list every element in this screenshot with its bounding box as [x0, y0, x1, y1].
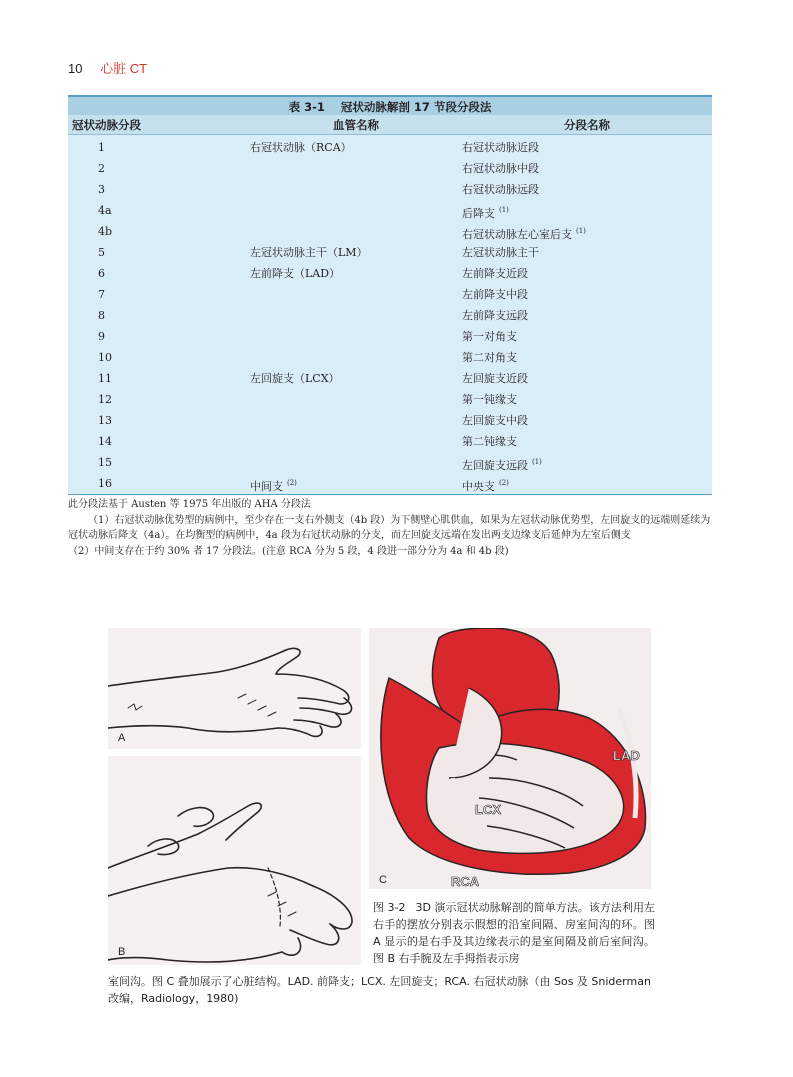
segment-name-cell — [462, 473, 712, 494]
vessel-name-cell — [250, 389, 462, 410]
segment-name-cell — [462, 368, 712, 389]
vessel-name-cell — [250, 179, 462, 200]
vessel-name-cell — [250, 431, 462, 452]
segment-number-cell-text: 9 — [98, 330, 105, 343]
panel-label-c: C — [379, 874, 387, 886]
segment-number-cell-text: 10 — [98, 351, 112, 364]
segment-name-cell-text: 第二对角支 — [462, 351, 517, 364]
segment-number-cell-text: 3 — [98, 183, 105, 196]
vessel-name-cell — [250, 452, 462, 473]
vessel-name-cell-text: 左前降支（LAD） — [250, 267, 341, 280]
right-hand-illustration — [108, 628, 361, 749]
segment-name-cell — [462, 263, 712, 284]
segment-number-cell-text: 13 — [98, 414, 112, 427]
segment-number-cell-text: 14 — [98, 435, 112, 448]
vessel-name-cell-text: 左冠状动脉主干（LM） — [250, 246, 368, 259]
segment-number-cell — [68, 179, 250, 200]
segment-name-cell-text: 右冠状动脉中段 — [462, 162, 539, 175]
segment-name-cell — [462, 221, 712, 242]
vessel-name-cell — [250, 305, 462, 326]
vessel-name-cell-text: 右冠状动脉（RCA） — [250, 141, 352, 154]
table-row — [68, 263, 712, 284]
vessel-name-cell — [250, 221, 462, 242]
table-caption — [68, 95, 712, 115]
segment-name-cell-text: 第一对角支 — [462, 330, 517, 343]
segment-name-cell-text: 中央支 — [462, 480, 495, 493]
segment-name-cell — [462, 137, 712, 158]
segment-name-cell — [462, 452, 712, 473]
table-note: （2）中间支存在于约 30% 者 17 分段法。(注意 RCA 分为 5 段，4 段进一部分分为 4a 和 4b 段) — [68, 546, 509, 557]
table-row — [68, 326, 712, 347]
coronary-segment-table — [68, 95, 712, 495]
table-notes — [68, 497, 716, 560]
heart-overlay-illustration — [369, 628, 651, 889]
table-row — [68, 389, 712, 410]
segment-number-cell-text: 11 — [98, 372, 112, 385]
segment-number-cell — [68, 200, 250, 221]
footnote-marker: (1) — [499, 206, 509, 214]
segment-number-cell — [68, 473, 250, 494]
table-body — [68, 135, 712, 495]
segment-name-cell-text: 后降支 — [462, 207, 495, 220]
segment-name-cell-text: 左回旋支远段 — [462, 459, 528, 472]
footnote-marker: (2) — [287, 479, 297, 487]
table-number: 表 3-1 — [288, 100, 325, 114]
vessel-name-cell — [250, 347, 462, 368]
segment-number-cell — [68, 389, 250, 410]
figure-caption-continued: 室间沟。图 C 叠加展示了心脏结构。LAD. 前降支；LCX. 左回旋支；RCA. 右冠状动脉（由 Sos 及 Sniderman 改编，Radiology，1980) — [108, 975, 651, 1005]
table-row — [68, 137, 712, 158]
segment-number-cell-text: 12 — [98, 393, 112, 406]
segment-number-cell-text: 6 — [98, 267, 105, 280]
column-header-vessel: 血管名称 — [333, 118, 379, 132]
footnote-marker: (1) — [576, 227, 586, 235]
segment-number-cell-text: 4b — [98, 225, 113, 238]
page-number: 10 — [68, 61, 83, 76]
segment-name-cell — [462, 158, 712, 179]
table-row — [68, 305, 712, 326]
vessel-name-cell — [250, 263, 462, 284]
segment-number-cell-text: 2 — [98, 162, 105, 175]
vessel-name-cell-text: 左回旋支（LCX） — [250, 372, 340, 385]
vessel-name-cell — [250, 410, 462, 431]
table-title: 冠状动脉解剖 17 节段分段法 — [340, 100, 492, 114]
segment-number-cell-text: 16 — [98, 477, 112, 490]
figure-panel-c — [369, 628, 651, 889]
vessel-name-cell — [250, 326, 462, 347]
segment-name-cell-text: 右冠状动脉远段 — [462, 183, 539, 196]
segment-name-cell-text: 左前降支近段 — [462, 267, 528, 280]
table-row — [68, 368, 712, 389]
segment-number-cell — [68, 158, 250, 179]
vessel-name-cell — [250, 137, 462, 158]
table-row — [68, 284, 712, 305]
table-note: 此分段法基于 Austen 等 1975 年出版的 AHA 分段法 — [68, 499, 311, 510]
figure-caption — [373, 899, 655, 967]
table-row — [68, 410, 712, 431]
footnote-marker: (2) — [499, 479, 509, 487]
label-lcx: LCX — [475, 802, 501, 817]
label-rca: RCA — [451, 874, 480, 889]
segment-number-cell — [68, 221, 250, 242]
table-header-row — [68, 115, 712, 135]
segment-name-cell — [462, 284, 712, 305]
segment-name-cell-text: 右冠状动脉近段 — [462, 141, 539, 154]
table-row — [68, 242, 712, 263]
segment-number-cell — [68, 137, 250, 158]
segment-name-cell — [462, 305, 712, 326]
table-row — [68, 431, 712, 452]
vessel-name-cell — [250, 284, 462, 305]
segment-name-cell — [462, 326, 712, 347]
segment-number-cell-text: 4a — [98, 204, 112, 217]
segment-number-cell — [68, 263, 250, 284]
segment-name-cell-text: 左前降支远段 — [462, 309, 528, 322]
segment-name-cell-text: 右冠状动脉左心室后支 — [462, 228, 572, 241]
table-row — [68, 221, 712, 242]
vessel-name-cell — [250, 200, 462, 221]
two-hands-illustration — [108, 756, 361, 965]
segment-name-cell — [462, 200, 712, 221]
segment-name-cell-text: 左回旋支中段 — [462, 414, 528, 427]
table-row — [68, 473, 712, 494]
vessel-name-cell-text: 中间支 — [250, 480, 283, 493]
table-row — [68, 179, 712, 200]
table-note: （1）右冠状动脉优势型的病例中，至少存在一支右外侧支（4b 段）为下侧壁心肌供血，如果为左冠状动脉优势型，左回旋支的远端则延续为冠状动脉后降支（4a）。在均衡型的病例中，4a 段为右冠状动脉的分支，而左回旋支远端在发出两支边缘支后延伸为左室后侧支 — [68, 515, 711, 541]
running-header — [68, 58, 147, 77]
segment-name-cell — [462, 179, 712, 200]
segment-number-cell-text: 8 — [98, 309, 105, 322]
segment-number-cell — [68, 284, 250, 305]
table-row — [68, 452, 712, 473]
figure-panel-b — [108, 756, 361, 965]
table-row — [68, 158, 712, 179]
segment-name-cell-text: 左回旋支近段 — [462, 372, 528, 385]
column-header-segment: 冠状动脉分段 — [72, 118, 141, 132]
segment-number-cell-text: 15 — [98, 456, 112, 469]
table-row — [68, 347, 712, 368]
segment-name-cell — [462, 431, 712, 452]
vessel-name-cell — [250, 473, 462, 494]
segment-number-cell-text: 5 — [98, 246, 105, 259]
segment-number-cell — [68, 347, 250, 368]
table-row — [68, 200, 712, 221]
panel-label-a: A — [118, 732, 126, 744]
footnote-marker: (1) — [532, 458, 542, 466]
vessel-name-cell — [250, 242, 462, 263]
column-header-segment-name: 分段名称 — [564, 118, 610, 132]
chapter-title: 心脏 CT — [100, 61, 148, 76]
figure-panel-a — [108, 628, 361, 749]
segment-number-cell — [68, 410, 250, 431]
segment-name-cell-text: 第二钝缘支 — [462, 435, 517, 448]
segment-number-cell-text: 1 — [98, 141, 105, 154]
figure-number: 图 3-2 — [373, 901, 406, 914]
segment-name-cell — [462, 410, 712, 431]
vessel-name-cell — [250, 158, 462, 179]
segment-number-cell — [68, 326, 250, 347]
figure-caption-part1: 3D 演示冠状动脉解剖的简单方法。该方法利用左右手的摆放分别表示假想的沿室间隔、房室间沟的环。图 A 显示的是右手及其边缘表示的是室间隔及前后室间沟。图 B 右手腕及左手拇指表示房 — [373, 901, 655, 965]
segment-name-cell — [462, 389, 712, 410]
segment-name-cell — [462, 347, 712, 368]
label-lad: LAD — [613, 748, 640, 763]
segment-name-cell-text: 第一钝缘支 — [462, 393, 517, 406]
panel-label-b: B — [118, 946, 126, 958]
vessel-name-cell — [250, 368, 462, 389]
segment-number-cell — [68, 452, 250, 473]
segment-name-cell-text: 左冠状动脉主干 — [462, 246, 539, 259]
segment-number-cell-text: 7 — [98, 288, 105, 301]
segment-name-cell — [462, 242, 712, 263]
segment-name-cell-text: 左前降支中段 — [462, 288, 528, 301]
segment-number-cell — [68, 305, 250, 326]
segment-number-cell — [68, 431, 250, 452]
segment-number-cell — [68, 368, 250, 389]
segment-number-cell — [68, 242, 250, 263]
